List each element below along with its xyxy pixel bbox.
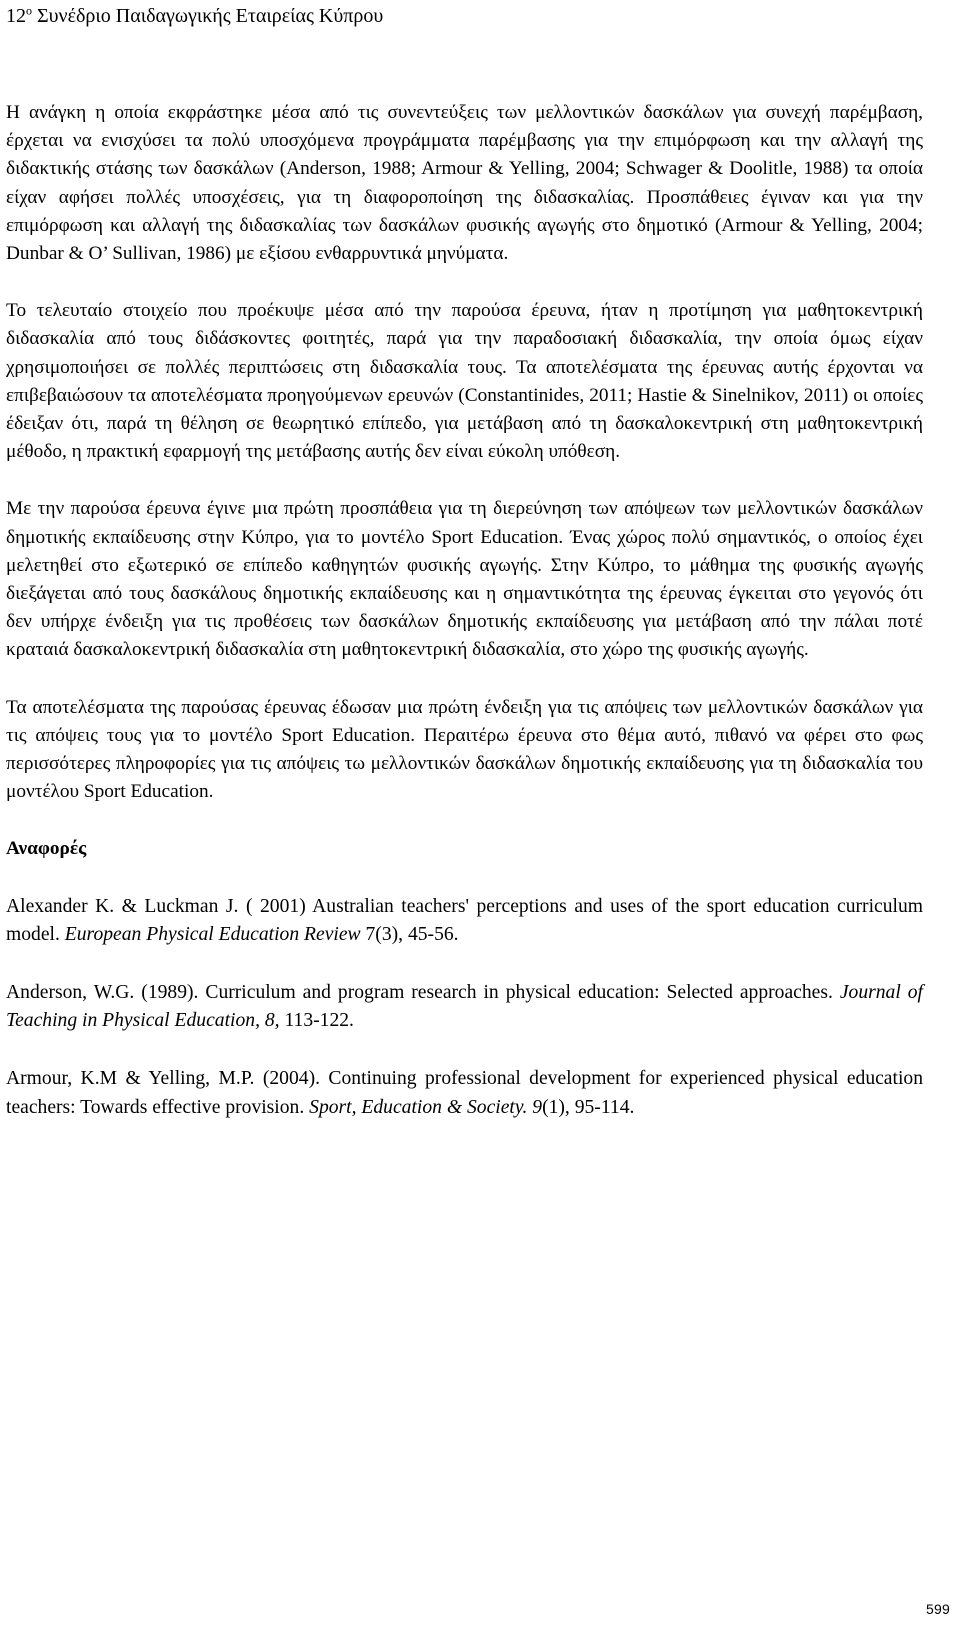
reference-entry	[6, 979, 923, 1036]
paragraph: Τα αποτελέσματα της παρούσας έρευνας έδωσαν μια πρώτη ένδειξη για τις απόψεις των μελλοντικών δασκάλων για τις απόψεις τους για το μοντέλο Sport Education. Περαιτέρω έρευνα στο θέμα αυτό, πιθανό να φέρει στο φως περισσότερες πληροφορίες για τις απόψεις τω μελλοντικών δασκάλων δημοτικής εκπαίδευσης για τη διδασκαλία του μοντέλου Sport Education.	[6, 696, 923, 803]
reference-journal: European Physical Education Review	[64, 924, 361, 946]
paragraph: Με την παρούσα έρευνα έγινε μια πρώτη προσπάθεια για τη διερεύνηση των απόψεων των μελλοντικών δασκάλων δημοτικής εκπαίδευσης στην Κύπρο, για το μοντέλο Sport Education. Ένας χώρος πολύ σημαντικός, ο οποίος έχει μελετηθεί στο εξωτερικό σε επίπεδο καθηγητών φυσικής αγωγής. Στην Κύπρο, το μάθημα της φυσικής αγωγής διεξάγεται από τους δασκάλους δημοτικής εκπαίδευσης και η σημαντικότητα της έρευνας έγκειται στο γεγονός ότι δεν υπήρχε ένδειξη για τις προθέσεις των δασκάλων δημοτικής εκπαίδευσης για μετάβαση από την πάλαι ποτέ κραταιά δασκαλοκεντρική διδασκαλία στη μαθητοκεντρική διδασκαλία, στο χώρο της φυσικής αγωγής.	[6, 498, 923, 661]
reference-journal: Journal of Teaching in Physical Education, 8,	[6, 981, 923, 1032]
running-header	[6, 2, 383, 30]
reference-tail: 7(3), 45-56.	[360, 924, 459, 946]
reference-tail: 113-122.	[279, 1010, 354, 1032]
reference-text: Armour, K.M & Yelling, M.P. (2004). Continuing professional development for experienced physical education teachers: Towards effective provision.	[6, 1068, 923, 1118]
reference-entry	[6, 893, 923, 950]
paragraph: Η ανάγκη η οποία εκφράστηκε μέσα από τις συνεντεύξεις των μελλοντικών δασκάλων για συνεχή παρέμβαση, έρχεται να ενισχύσει τα πολύ υποσχόμενα προγράμματα παρέμβασης για την επιμόρφωση και την αλλαγή της διδακτικής στάσης των δασκάλων (Anderson, 1988; Armour & Yelling, 2004; Schwager & Doolitle, 1988) τα οποία είχαν αφήσει πολλές υποσχέσεις, για τη διαφοροποίηση της διδασκαλίας. Προσπάθειες έγιναν και για την επιμόρφωση και αλλαγή της διδασκαλίας των δασκάλων φυσικής αγωγής στο δημοτικό (Armour & Yelling, 2004; Dunbar & O’ Sullivan, 1986) με εξίσου ενθαρρυντικά μηνύματα.	[6, 102, 923, 265]
reference-text: Anderson, W.G. (1989). Curriculum and program research in physical education: Selected approaches.	[6, 981, 840, 1003]
document-body	[6, 99, 923, 1122]
header-title: Συνέδριο Παιδαγωγικής Εταιρείας Κύπρου	[32, 5, 384, 27]
references-heading: Αναφορές	[6, 838, 87, 860]
page-number: 599	[926, 1601, 950, 1617]
reference-entry	[6, 1065, 923, 1122]
header-superscript: ο	[26, 3, 32, 18]
header-number: 12	[6, 5, 26, 27]
reference-text: Alexander K. & Luckman J. ( 2001) Australian teachers' perceptions and uses of the sport education curriculum model.	[6, 895, 923, 946]
reference-tail: (1), 95-114.	[542, 1096, 635, 1118]
reference-journal: Sport, Education & Society. 9	[309, 1096, 543, 1118]
paragraph: Το τελευταίο στοιχείο που προέκυψε μέσα από την παρούσα έρευνα, ήταν η προτίμηση για μαθητοκεντρική διδασκαλία από τους διδάσκοντες φοιτητές, παρά για την παραδοσιακή διδασκαλία, την οποία όμως είχαν χρησιμοποιήσει σε πολλές περιπτώσεις στη διδασκαλία τους. Τα αποτελέσματα της έρευνας αυτής έρχονται να επιβεβαιώσουν τα αποτελέσματα προηγούμενων ερευνών (Constantinides, 2011; Hastie & Sinelnikov, 2011) οι οποίες έδειξαν ότι, παρά τη θέληση σε θεωρητικό επίπεδο, για μετάβαση από τη δασκαλοκεντρική στη μαθητοκεντρική μέθοδο, η πρακτική εφαρμογή της μετάβασης αυτής δεν είναι εύκολη υπόθεση.	[6, 300, 923, 463]
